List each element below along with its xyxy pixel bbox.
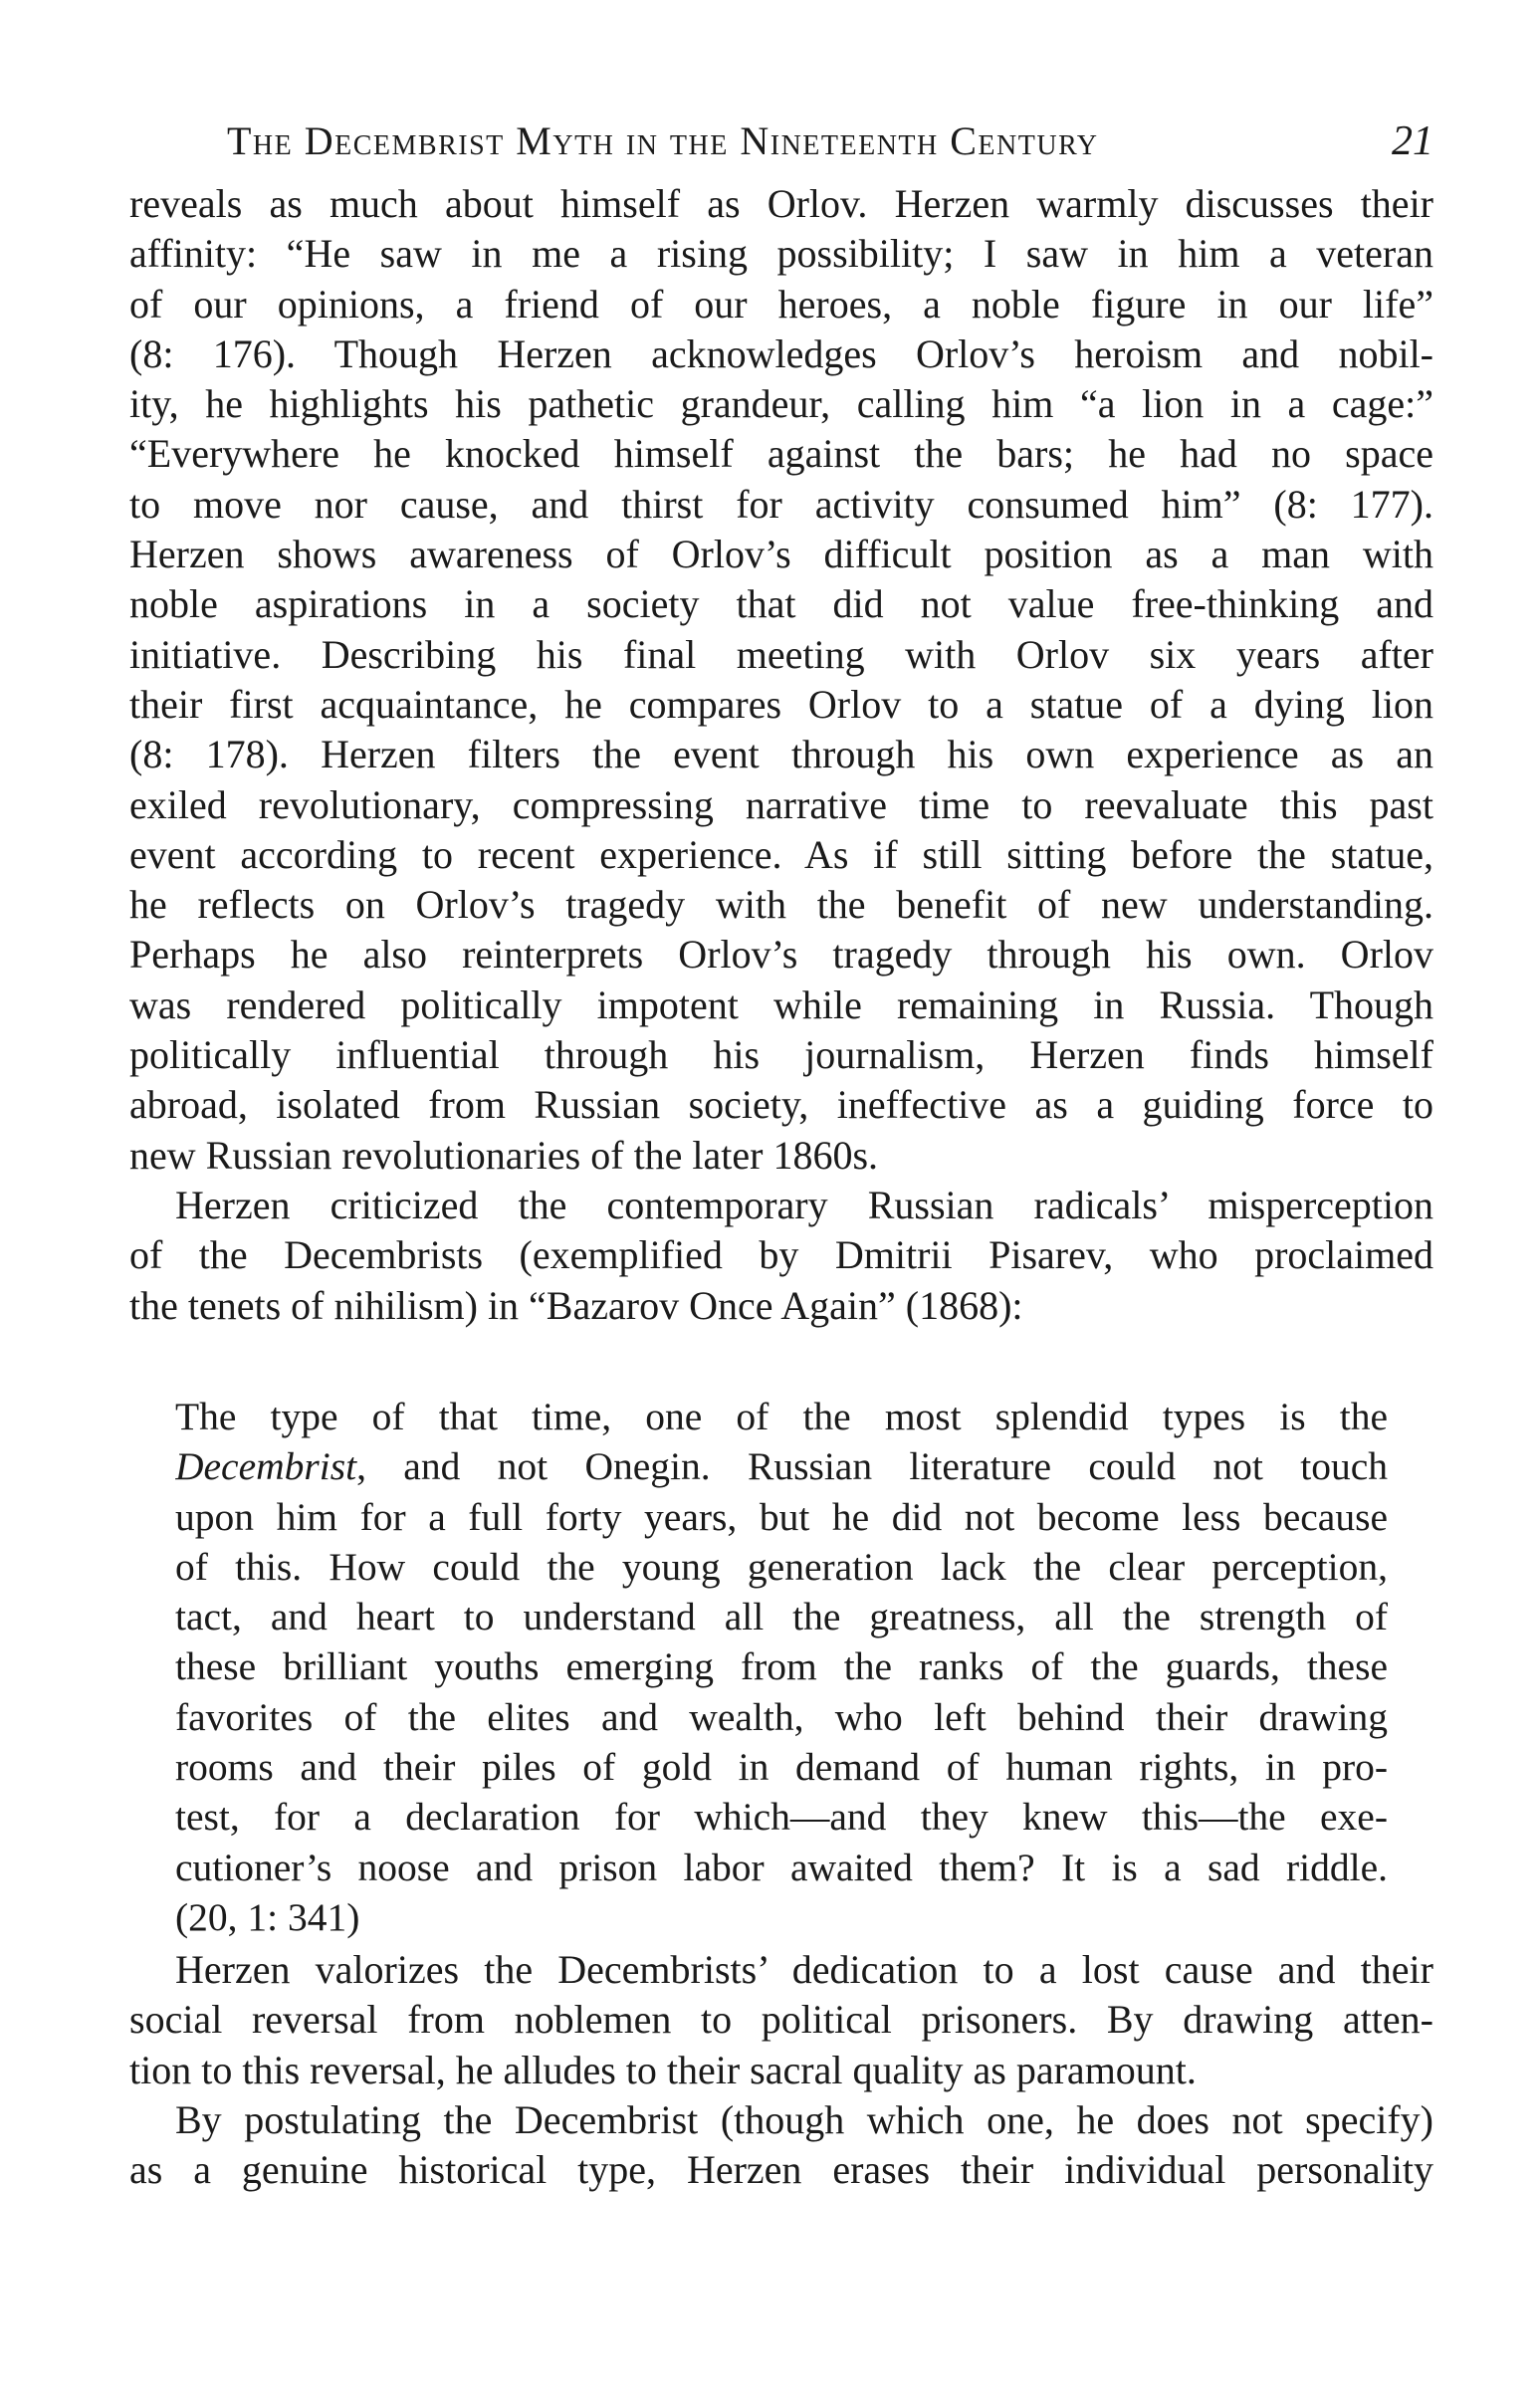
quote-citation: (20, 1: 341) bbox=[175, 1894, 360, 1939]
quote-line: favorites of the elites and wealth, who left behind their drawing bbox=[175, 1694, 1388, 1739]
running-head: The Decembrist Myth in the Nineteenth Century bbox=[227, 118, 1099, 163]
text-line: the tenets of nihilism) in “Bazarov Once Again” (1868): bbox=[129, 1282, 1023, 1328]
quote-line-rest: , and not Onegin. Russian literature could not touch bbox=[356, 1444, 1388, 1489]
text-line: “Everywhere he knocked himself against the bars; he had no space bbox=[129, 431, 1433, 477]
text-line: affinity: “He saw in me a rising possibility; I saw in him a veteran bbox=[129, 231, 1433, 277]
text-line: their first acquaintance, he compares Orlov to a statue of a dying lion bbox=[129, 681, 1433, 727]
quote-line: The type of that time, one of the most splendid types is the bbox=[175, 1395, 1388, 1438]
text-line: By postulating the Decembrist (though which one, he does not specify) bbox=[175, 2097, 1433, 2142]
text-line: of our opinions, a friend of our heroes, a noble figure in our life” bbox=[129, 281, 1433, 327]
text-line: initiative. Describing his final meeting with Orlov six years after bbox=[129, 631, 1433, 677]
text-line: tion to this reversal, he alludes to their sacral quality as paramount. bbox=[129, 2047, 1197, 2092]
text-line: to move nor cause, and thirst for activity consumed him” (8: 177). bbox=[129, 481, 1433, 527]
text-line: exiled revolutionary, compressing narrative time to reevaluate this past bbox=[129, 781, 1433, 827]
quote-line: test, for a declaration for which—and they knew this—the exe- bbox=[175, 1795, 1388, 1840]
paragraph-bazarov-intro bbox=[129, 1181, 1433, 1331]
emphasis-decembrist: Decembrist bbox=[175, 1444, 357, 1489]
quote-line: these brilliant youths emerging from the ranks of the guards, these bbox=[175, 1644, 1388, 1689]
page-number: 21 bbox=[1392, 118, 1433, 164]
quote-line bbox=[175, 1441, 1388, 1491]
text-line: social reversal from noblemen to political prisoners. By drawing atten- bbox=[129, 1997, 1433, 2043]
text-line: was rendered politically impotent while remaining in Russia. Though bbox=[129, 981, 1433, 1027]
quote-line: cutioner’s noose and prison labor awaited them? It is a sad riddle. bbox=[175, 1845, 1388, 1889]
text-line: noble aspirations in a society that did not value free-thinking and bbox=[129, 581, 1433, 627]
text-line: (8: 176). Though Herzen acknowledges Orlov’s heroism and nobil- bbox=[129, 330, 1433, 376]
paragraph-orlov bbox=[129, 179, 1433, 1181]
text-line: of the Decembrists (exemplified by Dmitrii Pisarev, who proclaimed bbox=[129, 1232, 1433, 1278]
block-quote bbox=[175, 1392, 1388, 1942]
text-line: Perhaps he also reinterprets Orlov’s tragedy through his own. Orlov bbox=[129, 932, 1433, 978]
text-line: Herzen valorizes the Decembrists’ dedication to a lost cause and their bbox=[175, 1947, 1433, 1992]
text-line: he reflects on Orlov’s tragedy with the benefit of new understanding. bbox=[129, 882, 1433, 928]
paragraph-postulating bbox=[129, 2095, 1433, 2196]
quote-line: of this. How could the young generation lack the clear perception, bbox=[175, 1544, 1388, 1589]
quote-line: tact, and heart to understand all the greatness, all the strength of bbox=[175, 1595, 1388, 1639]
text-line: ity, he highlights his pathetic grandeur, calling him “a lion in a cage:” bbox=[129, 381, 1433, 427]
paragraph-valorizes bbox=[129, 1945, 1433, 2095]
text-line: politically influential through his journalism, Herzen finds himself bbox=[129, 1032, 1433, 1078]
quote-line: rooms and their piles of gold in demand of human rights, in pro- bbox=[175, 1745, 1388, 1790]
text-line: Herzen criticized the contemporary Russian radicals’ misperception bbox=[175, 1183, 1433, 1227]
text-line: (8: 178). Herzen filters the event through his own experience as an bbox=[129, 732, 1433, 777]
text-line: event according to recent experience. As if still sitting before the statue, bbox=[129, 831, 1433, 877]
text-line: as a genuine historical type, Herzen erases their individual personality bbox=[129, 2147, 1433, 2193]
text-line: Herzen shows awareness of Orlov’s difficult position as a man with bbox=[129, 532, 1433, 577]
quote-line: upon him for a full forty years, but he did not become less because bbox=[175, 1494, 1388, 1539]
page-header bbox=[129, 111, 1433, 171]
text-line: new Russian revolutionaries of the later 1860s. bbox=[129, 1132, 879, 1178]
text-line: reveals as much about himself as Orlov. Herzen warmly discusses their bbox=[129, 181, 1433, 226]
text-line: abroad, isolated from Russian society, ineffective as a guiding force to bbox=[129, 1082, 1433, 1128]
